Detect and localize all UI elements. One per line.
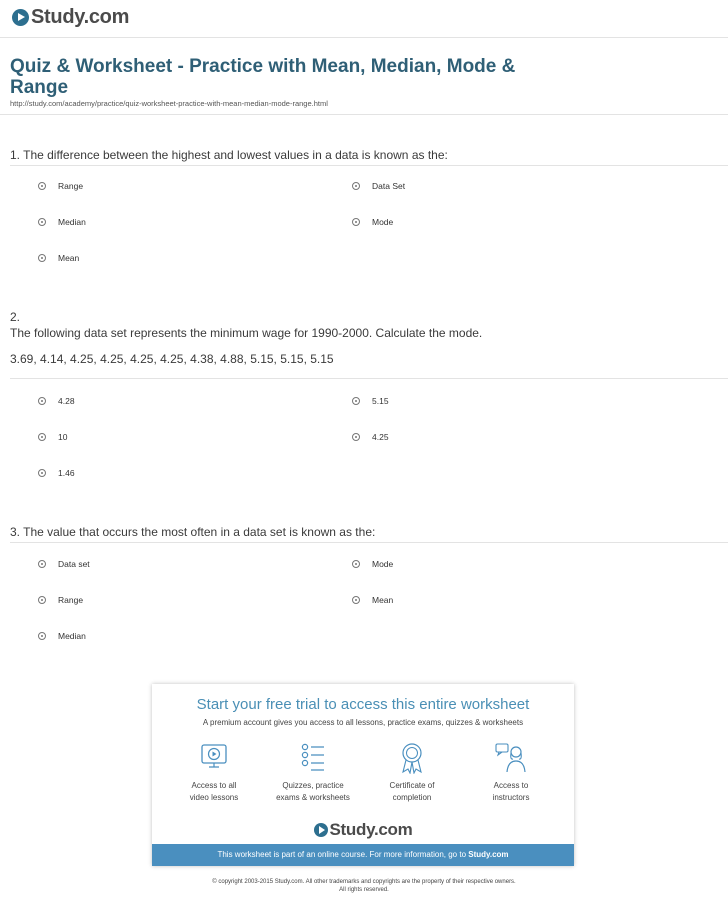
answer-option[interactable]: Mode <box>352 559 393 569</box>
radio-icon[interactable] <box>352 218 360 226</box>
answer-option[interactable]: Median <box>38 217 86 227</box>
radio-icon[interactable] <box>352 397 360 405</box>
answer-option[interactable]: Mean <box>38 253 79 263</box>
brand-name: Study.com <box>329 820 413 839</box>
question-divider <box>10 542 728 543</box>
header-divider <box>0 37 728 38</box>
radio-icon[interactable] <box>352 433 360 441</box>
instructor-icon <box>494 742 528 774</box>
feature-label-line2: exams & worksheets <box>276 793 350 802</box>
promo-heading[interactable]: Start your free trial to access this entire worksheet <box>196 696 530 713</box>
promo-subheading: A premium account gives you access to all lessons, practice exams, quizzes & worksheets <box>202 718 524 727</box>
feature-label-line1: Quizzes, practice <box>282 781 344 790</box>
radio-icon[interactable] <box>352 182 360 190</box>
certificate-icon <box>397 742 427 774</box>
question-2-number: 2. <box>10 310 21 324</box>
question-divider <box>10 165 728 166</box>
question-divider <box>10 378 728 379</box>
answer-option[interactable]: Median <box>38 631 86 641</box>
feature-label-line1: Access to all <box>191 781 237 790</box>
page-title: Quiz & Worksheet - Practice with Mean, Median, Mode & Range <box>10 56 516 98</box>
answer-option[interactable]: Data Set <box>352 181 405 191</box>
feature-instructors <box>466 742 556 804</box>
radio-icon[interactable] <box>38 254 46 262</box>
answer-option[interactable]: Data set <box>38 559 90 569</box>
radio-icon[interactable] <box>352 560 360 568</box>
promo-bar-text: This worksheet is part of an online course. For more information, go to <box>217 850 469 859</box>
question-2-data: 3.69, 4.14, 4.25, 4.25, 4.25, 4.25, 4.38, 4.88, 5.15, 5.15, 5.15 <box>10 352 334 366</box>
answer-option[interactable]: Range <box>38 595 83 605</box>
copyright-line1: © copyright 2003-2015 Study.com. All other trademarks and copyrights are the property of their respective owners. <box>212 879 516 885</box>
radio-icon[interactable] <box>38 632 46 640</box>
answer-option[interactable]: 4.25 <box>352 432 389 442</box>
copyright-line2: All rights reserved. <box>339 887 389 893</box>
play-circle-icon <box>12 9 29 26</box>
radio-icon[interactable] <box>38 560 46 568</box>
feature-quizzes <box>268 742 358 804</box>
radio-icon[interactable] <box>352 596 360 604</box>
feature-label-line2: instructors <box>492 793 530 802</box>
answer-option[interactable]: 10 <box>38 432 67 442</box>
radio-icon[interactable] <box>38 469 46 477</box>
quiz-list-icon <box>298 742 328 774</box>
radio-icon[interactable] <box>38 433 46 441</box>
question-2-text: The following data set represents the minimum wage for 1990-2000. Calculate the mode. <box>10 326 483 340</box>
answer-option[interactable]: 5.15 <box>352 396 389 406</box>
answer-option[interactable]: 1.46 <box>38 468 75 478</box>
answer-option[interactable]: Mean <box>352 595 393 605</box>
video-lesson-icon <box>199 742 229 774</box>
question-3-text: 3. The value that occurs the most often in a data set is known as the: <box>10 525 376 539</box>
promo-bar-link[interactable]: Study.com <box>468 850 509 859</box>
brand-name: Study.com <box>31 6 130 28</box>
answer-option[interactable]: 4.28 <box>38 396 75 406</box>
title-divider <box>0 114 728 115</box>
feature-label-line1: Certificate of <box>389 781 435 790</box>
feature-label-line2: video lessons <box>189 793 239 802</box>
radio-icon[interactable] <box>38 596 46 604</box>
radio-icon[interactable] <box>38 182 46 190</box>
feature-label-line2: completion <box>392 793 432 802</box>
radio-icon[interactable] <box>38 218 46 226</box>
promo-info-bar <box>152 844 574 866</box>
promo-study-logo[interactable] <box>152 820 574 840</box>
page-url[interactable]: http://study.com/academy/practice/quiz-worksheet-practice-with-mean-median-mode-range.html <box>10 99 328 108</box>
feature-label-line1: Access to <box>493 781 529 790</box>
radio-icon[interactable] <box>38 397 46 405</box>
premium-promo-box <box>152 684 574 866</box>
feature-certificate <box>367 742 457 804</box>
answer-option[interactable]: Range <box>38 181 83 191</box>
feature-video-lessons <box>169 742 259 804</box>
copyright-footer <box>0 878 728 894</box>
play-circle-icon <box>314 823 328 837</box>
study-logo[interactable] <box>12 6 129 29</box>
answer-option[interactable]: Mode <box>352 217 393 227</box>
question-1-text: 1. The difference between the highest and lowest values in a data is known as the: <box>10 148 448 162</box>
